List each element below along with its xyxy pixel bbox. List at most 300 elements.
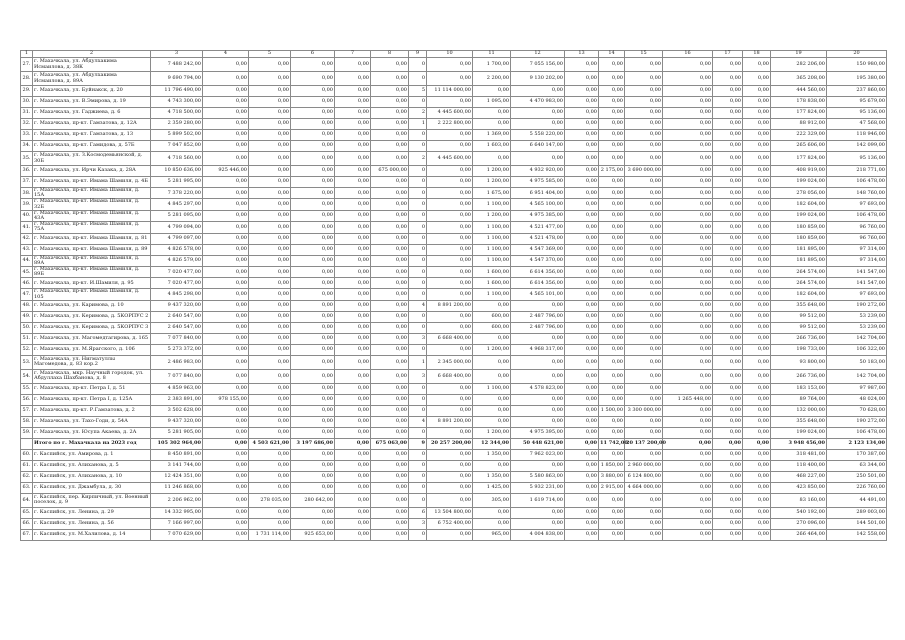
- table-row: [21, 255, 887, 266]
- value-cell-col-15: 0,00: [625, 177, 663, 188]
- value-cell-col-13: 0,00: [565, 427, 599, 438]
- value-cell-col-6: 0,00: [291, 482, 335, 493]
- value-cell-col-9: 0: [409, 97, 427, 108]
- value-cell-col-20: 96 760,00: [827, 233, 887, 244]
- value-cell-col-16: 0,00: [663, 119, 713, 130]
- address-cell: г. Махачкала, пр-кт. Имама Шамиля, д. 89: [33, 244, 151, 255]
- value-cell-col-8: 0,00: [371, 58, 409, 72]
- value-cell-col-10: 0,00: [427, 322, 473, 333]
- value-cell-col-20: 226 760,00: [827, 482, 887, 493]
- value-cell-col-11: 1 095,00: [473, 97, 511, 108]
- value-cell-col-8: 0,00: [371, 344, 409, 355]
- value-cell-col-8: 0,00: [371, 222, 409, 233]
- value-cell-col-12: 4 975 395,00: [511, 427, 565, 438]
- value-cell-col-11: 1 100,00: [473, 383, 511, 394]
- value-cell-col-15: 0,00: [625, 300, 663, 311]
- value-cell-col-17: 0,00: [713, 333, 743, 344]
- address-cell: г. Махачкала, ул. З.Космодемьянской, д. 30Б: [33, 152, 151, 166]
- value-cell-col-8: 675 000,00: [371, 166, 409, 177]
- value-cell-col-10: 0,00: [427, 177, 473, 188]
- value-cell-col-17: 0,00: [713, 86, 743, 97]
- value-cell-col-16: 0,00: [663, 369, 713, 383]
- value-cell-col-3: 3 141 744,00: [151, 460, 203, 471]
- value-cell-col-9: 2: [409, 152, 427, 166]
- value-cell-col-19: 199 024,00: [771, 210, 827, 221]
- value-cell-col-6: 0,00: [291, 119, 335, 130]
- value-cell-col-12: 4 565 100,00: [511, 199, 565, 210]
- value-cell-col-19: 93 800,00: [771, 355, 827, 369]
- value-cell-col-19: 132 000,00: [771, 405, 827, 416]
- value-cell-col-15: 0,00: [625, 199, 663, 210]
- value-cell-col-15: 0,00: [625, 152, 663, 166]
- value-cell-col-8: 0,00: [371, 86, 409, 97]
- value-cell-col-10: 0,00: [427, 244, 473, 255]
- value-cell-col-12: 2 487 796,00: [511, 311, 565, 322]
- value-cell-col-9: 0: [409, 255, 427, 266]
- value-cell-col-6: 0,00: [291, 72, 335, 86]
- row-number: 53.: [21, 355, 33, 369]
- value-cell-col-7: 0,00: [335, 108, 371, 119]
- value-cell-col-12: 4 578 823,00: [511, 383, 565, 394]
- value-cell-col-12: 6 640 147,00: [511, 141, 565, 152]
- value-cell-col-4: 0,00: [203, 322, 249, 333]
- row-number: 62.: [21, 471, 33, 482]
- value-cell-col-6: 0,00: [291, 141, 335, 152]
- value-cell-col-13: 0,00: [565, 471, 599, 482]
- value-cell-col-5: 0,00: [249, 333, 291, 344]
- value-cell-col-20: 148 760,00: [827, 188, 887, 199]
- row-number: 64.: [21, 493, 33, 507]
- value-cell-col-20: 2 123 134,00: [827, 438, 887, 449]
- column-header-2: 2: [33, 51, 151, 58]
- value-cell-col-5: 0,00: [249, 449, 291, 460]
- value-cell-col-3: 5 281 095,00: [151, 210, 203, 221]
- table-row: [21, 72, 887, 86]
- value-cell-col-4: 0,00: [203, 199, 249, 210]
- table-row: [21, 233, 887, 244]
- value-cell-col-4: 0,00: [203, 130, 249, 141]
- value-cell-col-4: 0,00: [203, 108, 249, 119]
- value-cell-col-4: 0,00: [203, 333, 249, 344]
- value-cell-col-7: 0,00: [335, 188, 371, 199]
- row-number: 59.: [21, 427, 33, 438]
- value-cell-col-14: 0,00: [599, 188, 625, 199]
- value-cell-col-19: 118 400,00: [771, 460, 827, 471]
- value-cell-col-8: 0,00: [371, 130, 409, 141]
- value-cell-col-19: 365 208,00: [771, 72, 827, 86]
- value-cell-col-13: 0,00: [565, 369, 599, 383]
- row-number: 63.: [21, 482, 33, 493]
- value-cell-col-18: 0,00: [743, 108, 771, 119]
- value-cell-col-8: 0,00: [371, 518, 409, 529]
- row-number: 30.: [21, 97, 33, 108]
- row-number: 31.: [21, 108, 33, 119]
- value-cell-col-19: 181 895,00: [771, 255, 827, 266]
- value-cell-col-15: 0,00: [625, 355, 663, 369]
- value-cell-col-11: 1 200,00: [473, 177, 511, 188]
- address-cell: г. Махачкала, пр-кт. Имама Шамиля, д. 105: [33, 289, 151, 300]
- value-cell-col-7: 0,00: [335, 507, 371, 518]
- value-cell-col-3: 2 359 280,00: [151, 119, 203, 130]
- value-cell-col-10: 0,00: [427, 482, 473, 493]
- value-cell-col-6: 0,00: [291, 210, 335, 221]
- value-cell-col-9: 0: [409, 177, 427, 188]
- table-row: [21, 449, 887, 460]
- value-cell-col-14: 0,00: [599, 449, 625, 460]
- value-cell-col-7: 0,00: [335, 355, 371, 369]
- value-cell-col-14: 0,00: [599, 58, 625, 72]
- value-cell-col-19: 270 096,00: [771, 518, 827, 529]
- value-cell-col-20: 141 547,00: [827, 267, 887, 278]
- value-cell-col-17: 0,00: [713, 166, 743, 177]
- value-cell-col-12: 0,00: [511, 333, 565, 344]
- value-cell-col-12: 6 614 356,00: [511, 278, 565, 289]
- value-cell-col-20: 96 760,00: [827, 222, 887, 233]
- value-cell-col-3: 4 845 297,00: [151, 199, 203, 210]
- value-cell-col-14: 0,00: [599, 289, 625, 300]
- value-cell-col-18: 0,00: [743, 427, 771, 438]
- value-cell-col-20: 106 478,00: [827, 210, 887, 221]
- value-cell-col-6: 0,00: [291, 278, 335, 289]
- value-cell-col-17: 0,00: [713, 344, 743, 355]
- value-cell-col-17: 0,00: [713, 482, 743, 493]
- value-cell-col-4: 0,00: [203, 86, 249, 97]
- value-cell-col-11: 1 200,00: [473, 344, 511, 355]
- value-cell-col-14: 2 915,00: [599, 482, 625, 493]
- value-cell-col-5: 0,00: [249, 97, 291, 108]
- value-cell-col-11: 0,00: [473, 333, 511, 344]
- value-cell-col-4: 0,00: [203, 460, 249, 471]
- value-cell-col-3: 7 077 840,00: [151, 333, 203, 344]
- value-cell-col-15: 0,00: [625, 222, 663, 233]
- value-cell-col-3: 2 206 962,00: [151, 493, 203, 507]
- value-cell-col-8: 0,00: [371, 278, 409, 289]
- column-header-6: 6: [291, 51, 335, 58]
- table-row: [21, 529, 887, 540]
- value-cell-col-15: 0,00: [625, 188, 663, 199]
- value-cell-col-9: 0: [409, 199, 427, 210]
- value-cell-col-3: 7 488 242,00: [151, 58, 203, 72]
- value-cell-col-12: 0,00: [511, 355, 565, 369]
- value-cell-col-15: 20 137 200,00: [625, 438, 663, 449]
- value-cell-col-7: 0,00: [335, 58, 371, 72]
- value-cell-col-11: 1 100,00: [473, 233, 511, 244]
- value-cell-col-18: 0,00: [743, 233, 771, 244]
- value-cell-col-3: 12 424 351,00: [151, 471, 203, 482]
- value-cell-col-13: 0,00: [565, 97, 599, 108]
- value-cell-col-8: 0,00: [371, 177, 409, 188]
- table-row: [21, 141, 887, 152]
- value-cell-col-11: 0,00: [473, 108, 511, 119]
- value-cell-col-17: 0,00: [713, 394, 743, 405]
- table-row: [21, 416, 887, 427]
- value-cell-col-16: 0,00: [663, 108, 713, 119]
- value-cell-col-12: 0,00: [511, 507, 565, 518]
- value-cell-col-19: 355 648,00: [771, 300, 827, 311]
- value-cell-col-6: 0,00: [291, 344, 335, 355]
- value-cell-col-11: 0,00: [473, 369, 511, 383]
- value-cell-col-7: 0,00: [335, 152, 371, 166]
- row-number: 50.: [21, 322, 33, 333]
- value-cell-col-19: 182 604,00: [771, 199, 827, 210]
- value-cell-col-12: 6 951 404,00: [511, 188, 565, 199]
- table-row: [21, 333, 887, 344]
- value-cell-col-16: 1 265 448,00: [663, 394, 713, 405]
- value-cell-col-4: 925 446,00: [203, 166, 249, 177]
- value-cell-col-10: 2 345 000,00: [427, 355, 473, 369]
- value-cell-col-3: 4 845 298,00: [151, 289, 203, 300]
- value-cell-col-4: 0,00: [203, 97, 249, 108]
- value-cell-col-16: 0,00: [663, 460, 713, 471]
- row-number: 28.: [21, 72, 33, 86]
- value-cell-col-4: 0,00: [203, 518, 249, 529]
- value-cell-col-16: 0,00: [663, 507, 713, 518]
- column-header-9: 9: [409, 51, 427, 58]
- value-cell-col-16: 0,00: [663, 255, 713, 266]
- value-cell-col-5: 0,00: [249, 267, 291, 278]
- value-cell-col-14: 0,00: [599, 152, 625, 166]
- value-cell-col-9: 0: [409, 166, 427, 177]
- value-cell-col-7: 0,00: [335, 449, 371, 460]
- value-cell-col-16: 0,00: [663, 355, 713, 369]
- value-cell-col-17: 0,00: [713, 405, 743, 416]
- value-cell-col-14: 0,00: [599, 493, 625, 507]
- address-cell: г. Махачкала, ул. М.Ярагского, д. 106: [33, 344, 151, 355]
- value-cell-col-7: 0,00: [335, 405, 371, 416]
- value-cell-col-16: 0,00: [663, 333, 713, 344]
- address-cell: г. Махачкала, пр-кт. Гамидова, д. 57Б: [33, 141, 151, 152]
- value-cell-col-17: 0,00: [713, 427, 743, 438]
- value-cell-col-10: 0,00: [427, 311, 473, 322]
- table-row: [21, 507, 887, 518]
- value-cell-col-3: 5 899 502,00: [151, 130, 203, 141]
- value-cell-col-5: 0,00: [249, 369, 291, 383]
- value-cell-col-11: 1 100,00: [473, 289, 511, 300]
- value-cell-col-9: 0: [409, 471, 427, 482]
- value-cell-col-15: 0,00: [625, 210, 663, 221]
- value-cell-col-9: 0: [409, 233, 427, 244]
- value-cell-col-8: 0,00: [371, 482, 409, 493]
- value-cell-col-11: 1 200,00: [473, 210, 511, 221]
- value-cell-col-15: 0,00: [625, 130, 663, 141]
- value-cell-col-20: 237 860,00: [827, 86, 887, 97]
- value-cell-col-3: 11 246 868,00: [151, 482, 203, 493]
- value-cell-col-10: 0,00: [427, 72, 473, 86]
- value-cell-col-18: 0,00: [743, 482, 771, 493]
- value-cell-col-8: 0,00: [371, 72, 409, 86]
- value-cell-col-7: 0,00: [335, 471, 371, 482]
- address-cell: г. Махачкала, пр-кт. Петра I, д. 125А: [33, 394, 151, 405]
- value-cell-col-11: 0,00: [473, 507, 511, 518]
- value-cell-col-16: 0,00: [663, 210, 713, 221]
- value-cell-col-14: 0,00: [599, 177, 625, 188]
- value-cell-col-20: 50 183,00: [827, 355, 887, 369]
- value-cell-col-11: 0,00: [473, 394, 511, 405]
- value-cell-col-18: 0,00: [743, 58, 771, 72]
- value-cell-col-10: 0,00: [427, 460, 473, 471]
- value-cell-col-20: 70 628,00: [827, 405, 887, 416]
- value-cell-col-10: 8 891 200,00: [427, 300, 473, 311]
- value-cell-col-18: 0,00: [743, 344, 771, 355]
- table-row: [21, 188, 887, 199]
- value-cell-col-5: 0,00: [249, 383, 291, 394]
- value-cell-col-6: 0,00: [291, 233, 335, 244]
- address-cell: г. Каспийск, ул. Алиханова, д. 10: [33, 471, 151, 482]
- value-cell-col-11: 1 600,00: [473, 278, 511, 289]
- budget-table: [20, 50, 887, 541]
- table-row: [21, 199, 887, 210]
- value-cell-col-8: 0,00: [371, 529, 409, 540]
- value-cell-col-13: 0,00: [565, 58, 599, 72]
- value-cell-col-13: 0,00: [565, 460, 599, 471]
- value-cell-col-4: 0,00: [203, 416, 249, 427]
- value-cell-col-4: 0,00: [203, 471, 249, 482]
- value-cell-col-18: 0,00: [743, 199, 771, 210]
- value-cell-col-7: 0,00: [335, 119, 371, 130]
- value-cell-col-14: 0,00: [599, 233, 625, 244]
- address-cell: г. Махачкала, пр-кт. Имама Шамиля, д. 43А: [33, 210, 151, 221]
- value-cell-col-14: 0,00: [599, 72, 625, 86]
- value-cell-col-18: 0,00: [743, 119, 771, 130]
- value-cell-col-3: 14 332 995,00: [151, 507, 203, 518]
- address-cell: г. Махачкала, пр-кт. Имама Шамиля, д. 32Б: [33, 199, 151, 210]
- value-cell-col-18: 0,00: [743, 333, 771, 344]
- value-cell-col-5: 0,00: [249, 405, 291, 416]
- value-cell-col-16: 0,00: [663, 493, 713, 507]
- value-cell-col-9: 0: [409, 405, 427, 416]
- value-cell-col-4: 0,00: [203, 493, 249, 507]
- value-cell-col-15: 0,00: [625, 278, 663, 289]
- value-cell-col-7: 0,00: [335, 267, 371, 278]
- value-cell-col-6: 0,00: [291, 222, 335, 233]
- value-cell-col-14: 0,00: [599, 369, 625, 383]
- value-cell-col-18: 0,00: [743, 130, 771, 141]
- value-cell-col-15: 2 960 000,00: [625, 460, 663, 471]
- value-cell-col-3: 7 020 477,00: [151, 267, 203, 278]
- value-cell-col-18: 0,00: [743, 507, 771, 518]
- value-cell-col-12: 5 932 231,00: [511, 482, 565, 493]
- value-cell-col-14: 0,00: [599, 518, 625, 529]
- value-cell-col-15: 0,00: [625, 369, 663, 383]
- value-cell-col-3: 5 281 995,00: [151, 177, 203, 188]
- value-cell-col-5: 0,00: [249, 460, 291, 471]
- address-cell: г. Махачкала, пр-кт. Р.Гамзатова, д. 2: [33, 405, 151, 416]
- row-number: 48.: [21, 300, 33, 311]
- value-cell-col-5: 1 731 114,00: [249, 529, 291, 540]
- value-cell-col-9: 6: [409, 507, 427, 518]
- value-cell-col-11: 0,00: [473, 119, 511, 130]
- value-cell-col-20: 97 987,00: [827, 383, 887, 394]
- value-cell-col-6: 0,00: [291, 188, 335, 199]
- value-cell-col-16: 0,00: [663, 188, 713, 199]
- address-cell: г. Махачкала, пр-кт. Имама Шамиля, д. 81: [33, 233, 151, 244]
- value-cell-col-11: 1 350,00: [473, 449, 511, 460]
- row-number: 44.: [21, 255, 33, 266]
- value-cell-col-17: 0,00: [713, 255, 743, 266]
- value-cell-col-9: 0: [409, 322, 427, 333]
- value-cell-col-3: 7 047 852,00: [151, 141, 203, 152]
- value-cell-col-8: 0,00: [371, 210, 409, 221]
- value-cell-col-5: 0,00: [249, 507, 291, 518]
- value-cell-col-13: 0,00: [565, 311, 599, 322]
- value-cell-col-3: 4 718 500,00: [151, 108, 203, 119]
- address-cell: г. Махачкала, ул. Абдулхакима Исмаилова, д. 38К: [33, 58, 151, 72]
- value-cell-col-16: 0,00: [663, 427, 713, 438]
- value-cell-col-5: 0,00: [249, 130, 291, 141]
- address-cell: г. Махачкала, пр-кт. Петра I, д. 51: [33, 383, 151, 394]
- value-cell-col-10: 0,00: [427, 210, 473, 221]
- value-cell-col-17: 0,00: [713, 493, 743, 507]
- value-cell-col-5: 0,00: [249, 244, 291, 255]
- value-cell-col-7: 0,00: [335, 72, 371, 86]
- value-cell-col-3: 7 020 477,00: [151, 278, 203, 289]
- value-cell-col-20: 95 136,00: [827, 152, 887, 166]
- value-cell-col-5: 0,00: [249, 141, 291, 152]
- address-cell: г. Каспийск, ул. Ленина, д. 56: [33, 518, 151, 529]
- value-cell-col-15: 0,00: [625, 72, 663, 86]
- value-cell-col-19: 282 206,00: [771, 58, 827, 72]
- value-cell-col-11: 1 700,00: [473, 58, 511, 72]
- value-cell-col-8: 0,00: [371, 471, 409, 482]
- value-cell-col-10: 6 668 400,00: [427, 333, 473, 344]
- value-cell-col-15: 3 300 000,00: [625, 405, 663, 416]
- value-cell-col-12: 0,00: [511, 152, 565, 166]
- value-cell-col-9: 0: [409, 222, 427, 233]
- value-cell-col-5: 0,00: [249, 471, 291, 482]
- table-row: [21, 278, 887, 289]
- value-cell-col-17: 0,00: [713, 416, 743, 427]
- value-cell-col-8: 0,00: [371, 188, 409, 199]
- value-cell-col-12: 0,00: [511, 518, 565, 529]
- value-cell-col-14: 0,00: [599, 244, 625, 255]
- value-cell-col-3: 5 281 905,00: [151, 427, 203, 438]
- value-cell-col-10: 0,00: [427, 449, 473, 460]
- value-cell-col-13: 0,00: [565, 255, 599, 266]
- value-cell-col-13: 0,00: [565, 482, 599, 493]
- value-cell-col-7: 0,00: [335, 199, 371, 210]
- value-cell-col-5: 0,00: [249, 210, 291, 221]
- value-cell-col-7: 0,00: [335, 130, 371, 141]
- row-number: 29.: [21, 86, 33, 97]
- table-row: [21, 471, 887, 482]
- value-cell-col-19: 198 733,00: [771, 344, 827, 355]
- value-cell-col-12: 0,00: [511, 108, 565, 119]
- table-row: [21, 130, 887, 141]
- value-cell-col-11: 1 603,00: [473, 141, 511, 152]
- value-cell-col-11: 965,00: [473, 529, 511, 540]
- value-cell-col-4: 978 155,00: [203, 394, 249, 405]
- value-cell-col-16: 0,00: [663, 72, 713, 86]
- value-cell-col-4: 0,00: [203, 507, 249, 518]
- column-number-header-row: [21, 51, 887, 58]
- value-cell-col-7: 0,00: [335, 210, 371, 221]
- value-cell-col-9: 0: [409, 267, 427, 278]
- value-cell-col-17: 0,00: [713, 210, 743, 221]
- column-header-8: 8: [371, 51, 409, 58]
- value-cell-col-20: 142 704,00: [827, 369, 887, 383]
- value-cell-col-14: 2 175,00: [599, 166, 625, 177]
- value-cell-col-13: 0,00: [565, 267, 599, 278]
- value-cell-col-19: 183 153,00: [771, 383, 827, 394]
- value-cell-col-15: 0,00: [625, 108, 663, 119]
- value-cell-col-20: 250 501,00: [827, 471, 887, 482]
- value-cell-col-4: 0,00: [203, 355, 249, 369]
- value-cell-col-20: 106 322,00: [827, 344, 887, 355]
- value-cell-col-19: 355 648,00: [771, 416, 827, 427]
- value-cell-col-4: 0,00: [203, 405, 249, 416]
- value-cell-col-17: 0,00: [713, 460, 743, 471]
- address-cell: г. Махачкала, пр-кт. Имама Шамиля, д. 89Б: [33, 267, 151, 278]
